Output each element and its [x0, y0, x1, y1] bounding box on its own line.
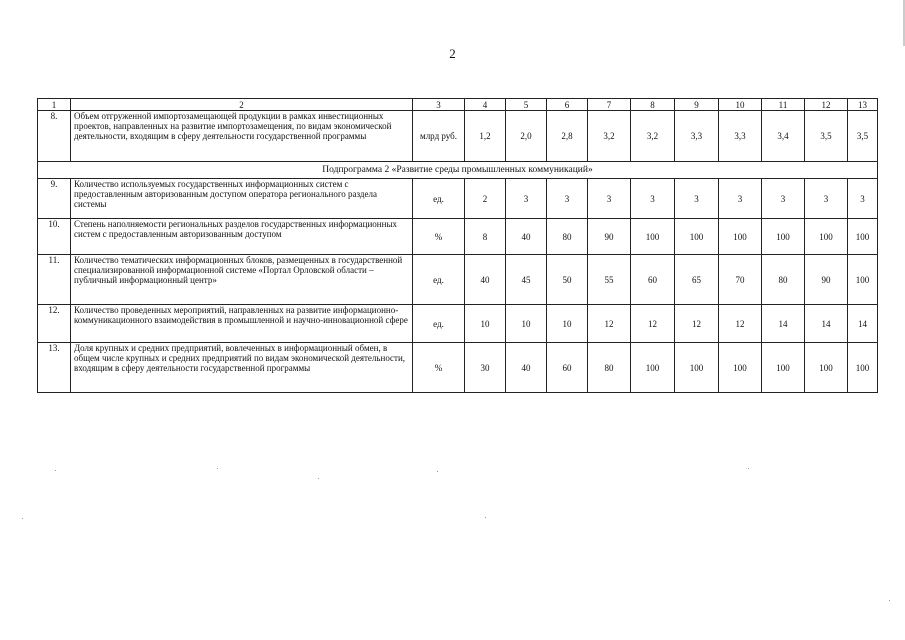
table-row: [38, 255, 878, 305]
header-cell: 11: [762, 99, 805, 111]
value-cell: 80: [547, 219, 588, 255]
table-row: [38, 219, 878, 255]
value-cell: 100: [719, 343, 762, 393]
value-cell: 1,2: [465, 111, 506, 162]
indicators-table: [37, 98, 878, 393]
value-cell: 14: [805, 305, 848, 343]
value-cell: 10: [506, 305, 547, 343]
value-cell: 30: [465, 343, 506, 393]
row-number: 13.: [38, 343, 71, 393]
value-cell: 100: [631, 219, 675, 255]
value-cell: 3: [762, 179, 805, 219]
value-cell: 80: [588, 343, 631, 393]
header-cell: 7: [588, 99, 631, 111]
indicator-name: Объем отгруженной импортозамещающей продукции в рамках инвестиционных проектов, направленных на развитие импортозамещения, по видам экономической деятельности, входящим в сферу деятельности государственной программы: [71, 111, 413, 162]
header-cell: 4: [465, 99, 506, 111]
value-cell: 65: [675, 255, 719, 305]
value-cell: 2: [465, 179, 506, 219]
value-cell: 100: [631, 343, 675, 393]
value-cell: 100: [762, 343, 805, 393]
unit-cell: млрд руб.: [413, 111, 465, 162]
scan-speck: [55, 470, 56, 471]
value-cell: 3,3: [675, 111, 719, 162]
header-cell: 5: [506, 99, 547, 111]
value-cell: 12: [631, 305, 675, 343]
row-number: 8.: [38, 111, 71, 162]
value-cell: 3,3: [719, 111, 762, 162]
value-cell: 3: [588, 179, 631, 219]
value-cell: 12: [719, 305, 762, 343]
row-number: 10.: [38, 219, 71, 255]
value-cell: 40: [506, 343, 547, 393]
header-cell: 13: [848, 99, 878, 111]
value-cell: 60: [631, 255, 675, 305]
value-cell: 90: [588, 219, 631, 255]
value-cell: 100: [805, 219, 848, 255]
value-cell: 3,4: [762, 111, 805, 162]
table-row: [38, 111, 878, 162]
scan-speck: [437, 471, 438, 472]
value-cell: 3: [848, 179, 878, 219]
indicator-name: Степень наполняемости региональных разделов государственных информационных систем с предоставленным авторизованным доступом: [71, 219, 413, 255]
value-cell: 70: [719, 255, 762, 305]
value-cell: 3,2: [631, 111, 675, 162]
header-cell: 2: [71, 99, 413, 111]
scan-speck: [22, 518, 23, 519]
value-cell: 40: [465, 255, 506, 305]
unit-cell: %: [413, 219, 465, 255]
column-number-row: [38, 99, 878, 111]
row-number: 11.: [38, 255, 71, 305]
header-cell: 6: [547, 99, 588, 111]
table-row: [38, 305, 878, 343]
header-cell: 10: [719, 99, 762, 111]
value-cell: 3: [631, 179, 675, 219]
value-cell: 10: [547, 305, 588, 343]
value-cell: 14: [762, 305, 805, 343]
value-cell: 50: [547, 255, 588, 305]
indicator-name: Доля крупных и средних предприятий, вовлеченных в информационный обмен, в общем числе крупных и средних предприятий по видам экономической деятельности, входящим в сферу деятельности государственной программы: [71, 343, 413, 393]
unit-cell: ед.: [413, 305, 465, 343]
scan-speck: [217, 468, 218, 469]
header-cell: 12: [805, 99, 848, 111]
value-cell: 45: [506, 255, 547, 305]
value-cell: 100: [848, 219, 878, 255]
page-number: 2: [449, 46, 456, 61]
row-number: 9.: [38, 179, 71, 219]
scan-speck: [485, 517, 486, 518]
value-cell: 12: [675, 305, 719, 343]
value-cell: 14: [848, 305, 878, 343]
value-cell: 3: [506, 179, 547, 219]
indicator-name: Количество тематических информационных блоков, размещенных в государственной специализированной информационной системе «Портал Орловской области – публичный информационный центр»: [71, 255, 413, 305]
value-cell: 100: [675, 343, 719, 393]
value-cell: 3,2: [588, 111, 631, 162]
value-cell: 8: [465, 219, 506, 255]
unit-cell: ед.: [413, 255, 465, 305]
table-row: [38, 179, 878, 219]
subprogram-title: Подпрограмма 2 «Развитие среды промышленных коммуникаций»: [38, 162, 878, 179]
indicator-name: Количество проведенных мероприятий, направленных на развитие информационно-коммуникационного взаимодействия в промышленной и научно-инновационной сфере: [71, 305, 413, 343]
value-cell: 2,0: [506, 111, 547, 162]
value-cell: 3,5: [848, 111, 878, 162]
header-cell: 3: [413, 99, 465, 111]
value-cell: 55: [588, 255, 631, 305]
value-cell: 100: [848, 255, 878, 305]
value-cell: 100: [719, 219, 762, 255]
header-cell: 9: [675, 99, 719, 111]
value-cell: 100: [805, 343, 848, 393]
value-cell: 2,8: [547, 111, 588, 162]
table-row: [38, 343, 878, 393]
value-cell: 60: [547, 343, 588, 393]
scan-speck: [318, 478, 319, 479]
value-cell: 3,5: [805, 111, 848, 162]
header-cell: 8: [631, 99, 675, 111]
value-cell: 40: [506, 219, 547, 255]
value-cell: 3: [805, 179, 848, 219]
row-number: 12.: [38, 305, 71, 343]
unit-cell: ед.: [413, 179, 465, 219]
value-cell: 12: [588, 305, 631, 343]
value-cell: 3: [675, 179, 719, 219]
scan-speck: [748, 468, 749, 469]
value-cell: 100: [762, 219, 805, 255]
value-cell: 100: [675, 219, 719, 255]
header-cell: 1: [38, 99, 71, 111]
unit-cell: %: [413, 343, 465, 393]
value-cell: 90: [805, 255, 848, 305]
value-cell: 3: [719, 179, 762, 219]
value-cell: 3: [547, 179, 588, 219]
scan-speck: [889, 600, 890, 601]
value-cell: 10: [465, 305, 506, 343]
value-cell: 80: [762, 255, 805, 305]
value-cell: 100: [848, 343, 878, 393]
subprogram-row: [38, 162, 878, 179]
indicator-name: Количество используемых государственных информационных систем с предоставленным авторизованным доступом оператора регионального раздела системы: [71, 179, 413, 219]
